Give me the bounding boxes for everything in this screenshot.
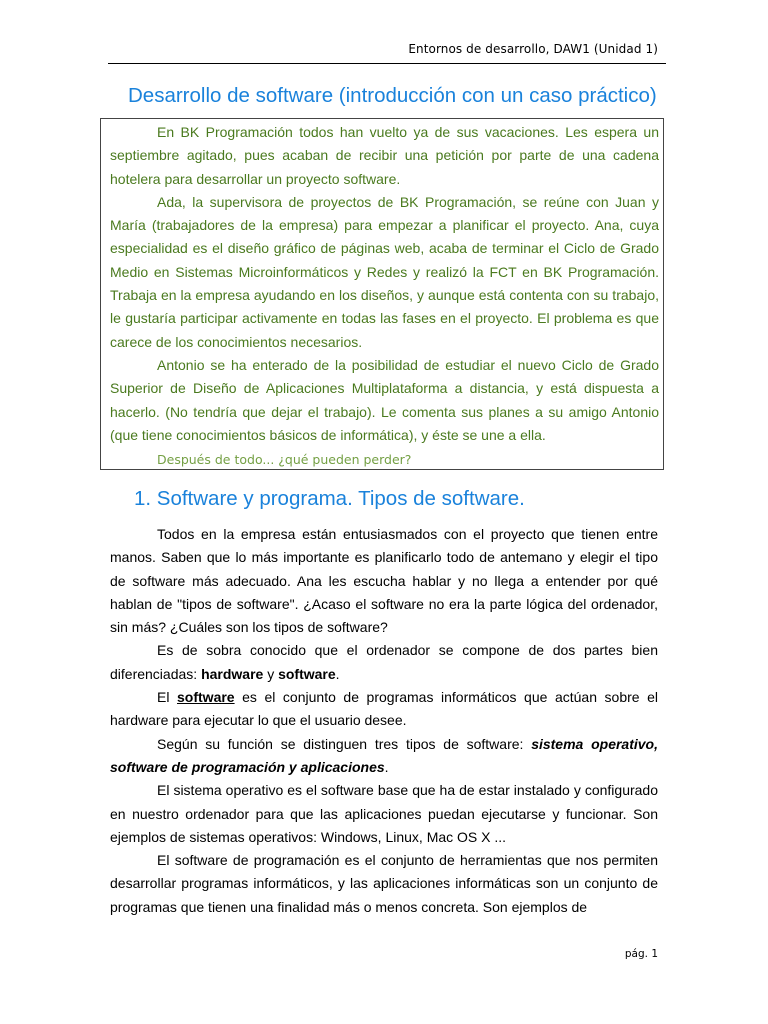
software-definition-term: software	[177, 689, 235, 706]
page-number: pág. 1	[624, 948, 658, 960]
body-paragraph-1: Todos en la empresa están entusiasmados con el proyecto que tienen entre manos. Saben que lo más importante es planificarlo todo de antemano y elegir el tipo de software más adecuado. Ana les escucha hablar y no llega a entender por qué hablan de "tipos de software". ¿Acaso el software no era la parte lógica del ordenador, sin más? ¿Cuáles son los tipos de software?	[110, 526, 658, 636]
term-software: software	[278, 665, 336, 682]
body-paragraph-6: El software de programación es el conjunto de herramientas que nos permiten desarrollar programas informáticos, y las aplicaciones informáticas son un conjunto de programas que tienen una finalidad más o menos concreta. Son ejemplos de	[110, 852, 658, 915]
body-paragraph-3: El software es el conjunto de programas informáticos que actúan sobre el hardware para ejecutar lo que el usuario desee.	[110, 689, 659, 729]
header-rule	[108, 63, 666, 64]
body-paragraph-5: El sistema operativo es el software base que ha de estar instalado y configurado en nuestro ordenador para que las aplicaciones puedan ejecutarse y funcionar. Son ejemplos de sistemas operativos: Windows, Linux, Mac OS X ...	[110, 782, 658, 845]
term-hardware: hardware	[201, 665, 264, 682]
body-paragraph-2: Es de sobra conocido que el ordenador se compone de dos partes bien diferenciadas: hardware y software.	[110, 642, 658, 682]
case-paragraph-3: Antonio se ha enterado de la posibilidad de estudiar el nuevo Ciclo de Grado Superior de Diseño de Aplicaciones Multiplataforma a distancia, y está dispuesta a hacerlo. (No tendría que dejar el trabajo). Le comenta sus planes a su amigo Antonio (que tiene conocimientos básicos de informática), y éste se une a ella.	[110, 356, 659, 443]
case-study-content	[110, 121, 659, 471]
case-paragraph-1: En BK Programación todos han vuelto ya de sus vacaciones. Les espera un septiembre agitado, pues acaban de recibir una petición por parte de una cadena hotelera para desarrollar un proyecto software.	[110, 124, 659, 187]
running-header: Entornos de desarrollo, DAW1 (Unidad 1)	[408, 42, 658, 56]
case-paragraph-2: Ada, la supervisora de proyectos de BK Programación, se reúne con Juan y María (trabajadores de la empresa) para empezar a planificar el proyecto. Ana, cuya especialidad es el diseño gráfico de páginas web, acaba de terminar el Ciclo de Grado Medio en Sistemas Microinformáticos y Redes y realizó la FCT en BK Programación. Trabaja en la empresa ayudando en los diseños, y aunque está contenta con su trabajo, le gustaría participar activamente en todas las fases en el proyecto. El problema es que carece de los conocimientos necesarios.	[110, 193, 659, 350]
section-body	[110, 523, 658, 919]
body-paragraph-4: Según su función se distinguen tres tipos de software: sistema operativo, software de programación y aplicaciones.	[110, 735, 658, 775]
case-study-box	[100, 118, 664, 470]
document-title: Desarrollo de software (introducción con un caso práctico)	[128, 84, 657, 107]
section-heading: 1. Software y programa. Tipos de software.	[134, 487, 525, 510]
case-closing-line: Después de todo... ¿qué pueden perder?	[157, 452, 412, 468]
software-types-emphasis: sistema operativo, software de programación y aplicaciones	[110, 735, 658, 775]
